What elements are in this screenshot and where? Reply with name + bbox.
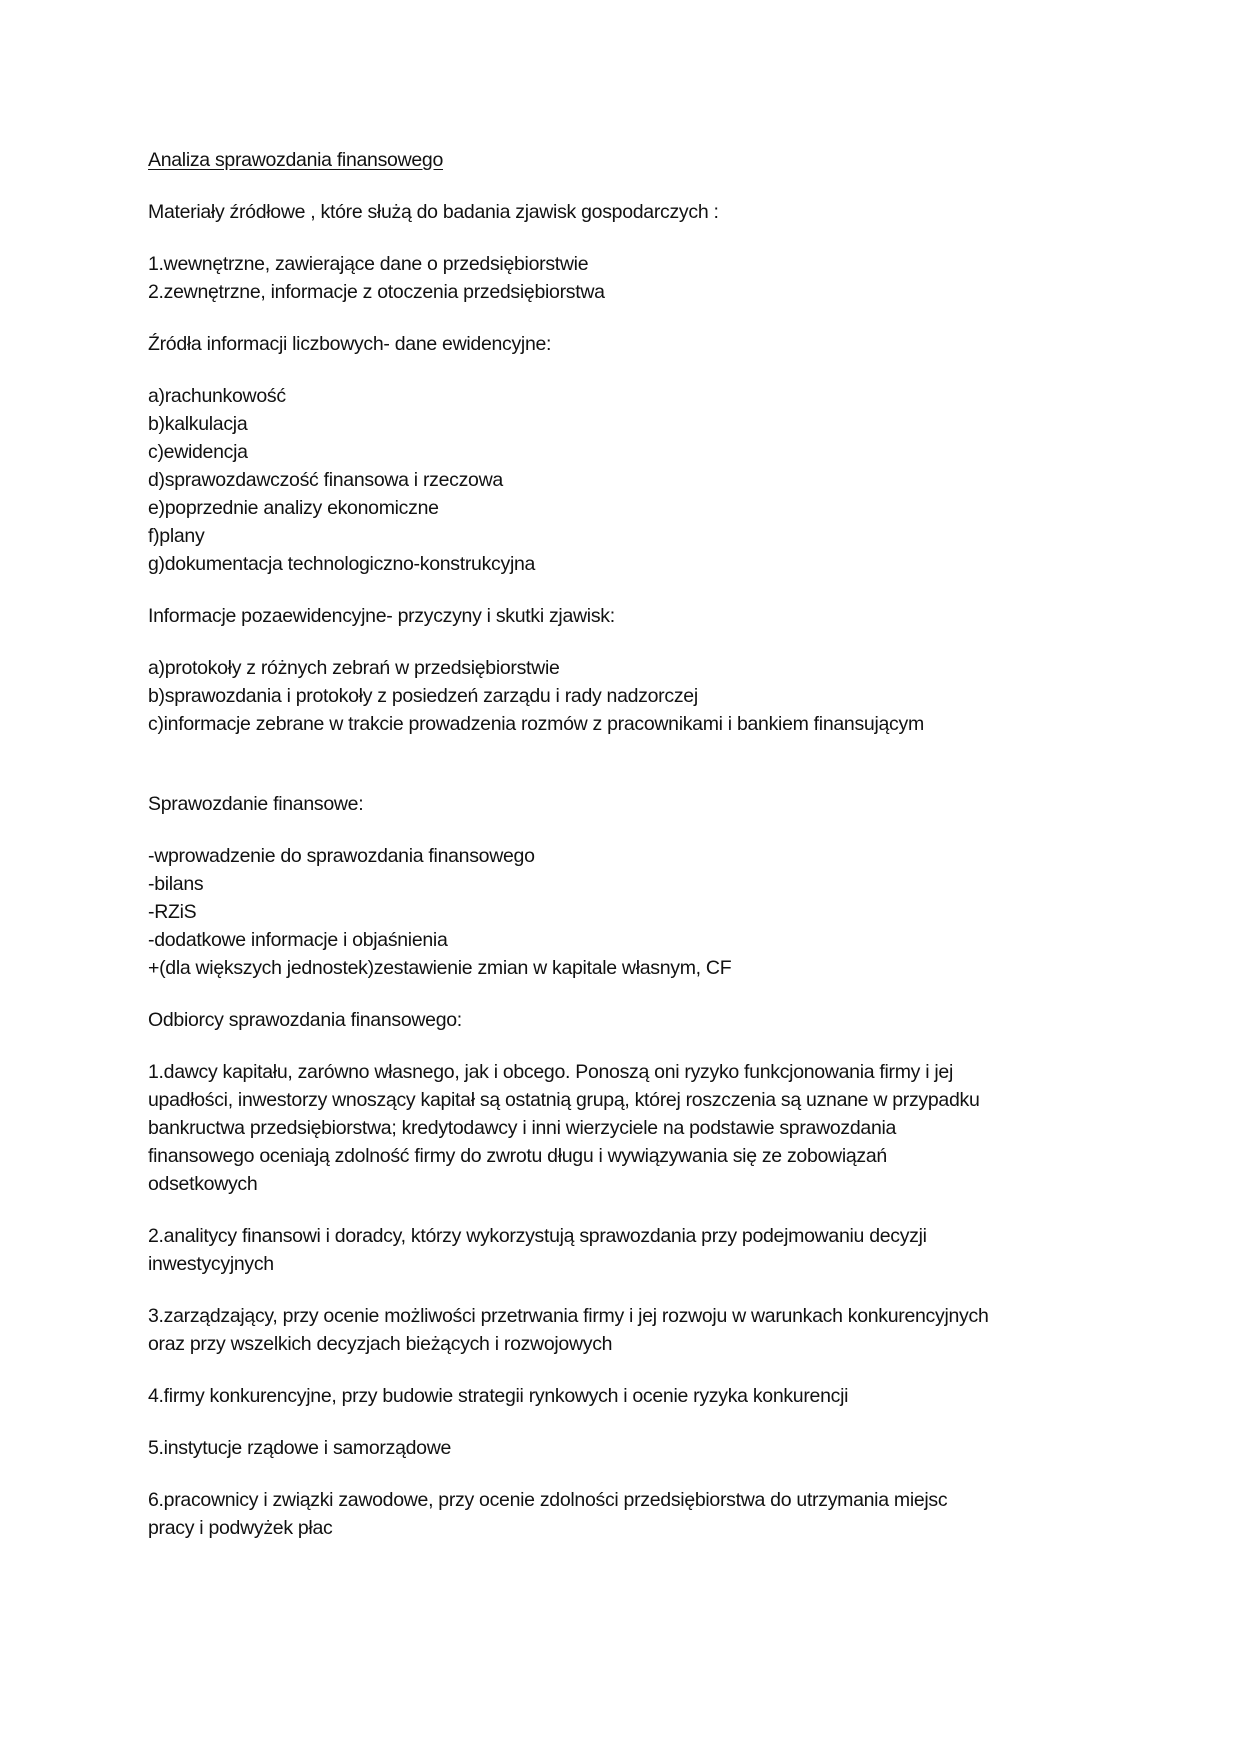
paragraph-line: upadłości, inwestorzy wnoszący kapitał są ostatnią grupą, której roszczenia są uznane w przypadku — [148, 1089, 980, 1111]
list-item: g)dokumentacja technologiczno-konstrukcyjna — [148, 553, 536, 575]
list-item: b)sprawozdania i protokoły z posiedzeń zarządu i rady nadzorczej — [148, 685, 698, 707]
list-item: c)informacje zebrane w trakcie prowadzenia rozmów z pracownikami i bankiem finansującym — [148, 713, 924, 735]
list-item: +(dla większych jednostek)zestawienie zmian w kapitale własnym, CF — [148, 957, 732, 979]
list-item: f)plany — [148, 525, 205, 547]
paragraph-line: odsetkowych — [148, 1173, 258, 1195]
list-item: -RZiS — [148, 901, 197, 923]
nonrecord-info-heading: Informacje pozaewidencyjne- przyczyny i skutki zjawisk: — [148, 605, 615, 627]
list-item: e)poprzednie analizy ekonomiczne — [148, 497, 439, 519]
paragraph-line: pracy i podwyżek płac — [148, 1517, 333, 1539]
paragraph-line: inwestycyjnych — [148, 1253, 274, 1275]
recipient-paragraph — [148, 1434, 1108, 1462]
numeric-sources-list — [148, 382, 1108, 578]
financial-statement-heading: Sprawozdanie finansowe: — [148, 793, 364, 815]
sources-intro: Materiały źródłowe , które służą do badania zjawisk gospodarczych : — [148, 201, 719, 223]
list-item: d)sprawozdawczość finansowa i rzeczowa — [148, 469, 503, 491]
list-item: 1.wewnętrzne, zawierające dane o przedsiębiorstwie — [148, 253, 589, 275]
recipient-paragraph — [148, 1486, 1108, 1542]
list-item: a)rachunkowość — [148, 385, 286, 407]
list-item: -wprowadzenie do sprawozdania finansowego — [148, 845, 535, 867]
list-item: -dodatkowe informacje i objaśnienia — [148, 929, 448, 951]
paragraph-line: 2.analitycy finansowi i doradcy, którzy wykorzystują sprawozdania przy podejmowaniu decyzji — [148, 1225, 927, 1247]
paragraph-line: 4.firmy konkurencyjne, przy budowie strategii rynkowych i ocenie ryzyka konkurencji — [148, 1385, 849, 1407]
nonrecord-info-list — [148, 654, 1108, 738]
recipient-paragraph — [148, 1058, 1108, 1198]
list-item: 2.zewnętrzne, informacje z otoczenia przedsiębiorstwa — [148, 281, 605, 303]
sources-list — [148, 250, 1108, 306]
recipient-paragraph — [148, 1382, 1108, 1410]
paragraph-line: finansowego oceniają zdolność firmy do zwrotu długu i wywiązywania się ze zobowiązań — [148, 1145, 887, 1167]
numeric-sources-heading: Źródła informacji liczbowych- dane ewidencyjne: — [148, 333, 552, 355]
paragraph-line: 1.dawcy kapitału, zarówno własnego, jak i obcego. Ponoszą oni ryzyko funkcjonowania firmy i jej — [148, 1061, 954, 1083]
paragraph-line: 5.instytucje rządowe i samorządowe — [148, 1437, 452, 1459]
list-item: c)ewidencja — [148, 441, 248, 463]
recipients-heading: Odbiorcy sprawozdania finansowego: — [148, 1009, 462, 1031]
paragraph-line: bankructwa przedsiębiorstwa; kredytodawcy i inni wierzyciele na podstawie sprawozdania — [148, 1117, 897, 1139]
paragraph-line: 6.pracownicy i związki zawodowe, przy ocenie zdolności przedsiębiorstwa do utrzymania miejsc — [148, 1489, 948, 1511]
recipient-paragraph — [148, 1222, 1108, 1278]
paragraph-line: oraz przy wszelkich decyzjach bieżących i rozwojowych — [148, 1333, 613, 1355]
paragraph-line: 3.zarządzający, przy ocenie możliwości przetrwania firmy i jej rozwoju w warunkach konkurencyjnych — [148, 1305, 989, 1327]
list-item: -bilans — [148, 873, 204, 895]
financial-statement-list — [148, 842, 1108, 982]
list-item: b)kalkulacja — [148, 413, 248, 435]
list-item: a)protokoły z różnych zebrań w przedsiębiorstwie — [148, 657, 560, 679]
document-content — [148, 146, 1108, 1542]
document-title: Analiza sprawozdania finansowego — [148, 149, 444, 171]
recipient-paragraph — [148, 1302, 1108, 1358]
